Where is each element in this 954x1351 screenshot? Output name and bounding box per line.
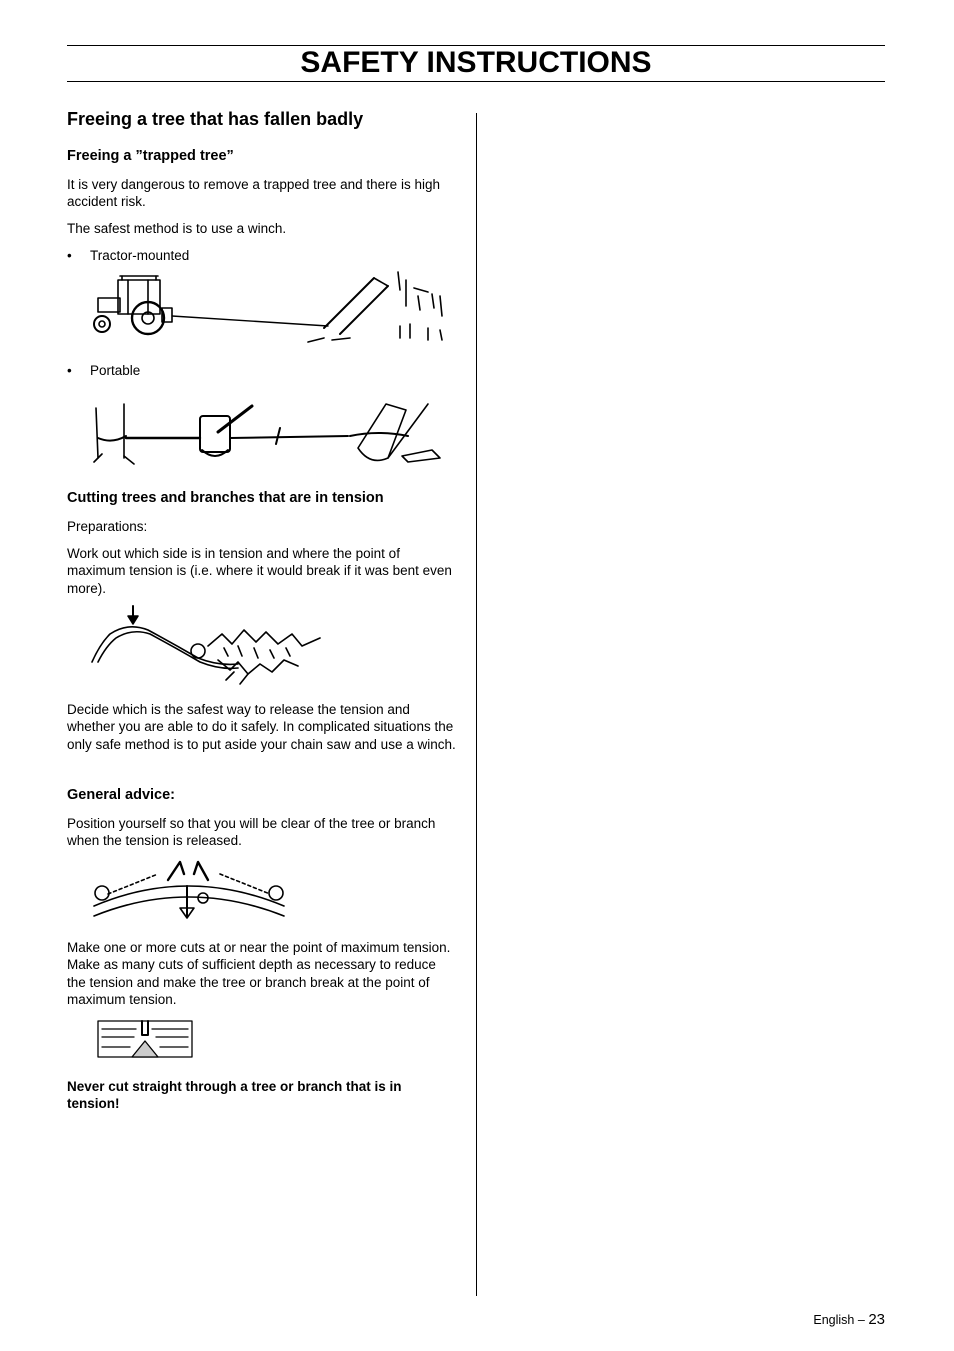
page-title: SAFETY INSTRUCTIONS xyxy=(300,46,652,79)
tension-paragraph-1: Preparations: xyxy=(67,519,148,534)
cut-depth-illustration xyxy=(96,1017,194,1061)
trapped-tree-paragraph-2: The safest method is to use a winch. xyxy=(67,221,287,236)
advice-paragraph-2: Make one or more cuts at or near the point of maximum tension. Make as many cuts of sufficient depth as necessary to reduce the tension and make the tree or branch break at the point of maximum tension. xyxy=(67,940,451,1007)
trapped-tree-heading: Freeing a ”trapped tree” xyxy=(67,148,234,164)
advice-paragraph-1: Position yourself so that you will be clear of the tree or branch when the tension is released. xyxy=(67,816,436,849)
warning-text: Never cut straight through a tree or branch that is in tension! xyxy=(67,1079,402,1112)
tension-point-illustration xyxy=(88,604,328,686)
bullet-portable-label: Portable xyxy=(90,363,141,378)
section-title: Freeing a tree that has fallen badly xyxy=(67,109,364,129)
page-number: 23 xyxy=(868,1311,885,1328)
portable-winch-illustration xyxy=(88,386,450,474)
column-divider xyxy=(476,113,477,1296)
footer-language: English xyxy=(813,1313,855,1327)
bullet-marker: • xyxy=(67,248,72,263)
tractor-winch-illustration xyxy=(88,268,450,348)
bullet-portable xyxy=(67,362,457,379)
tension-paragraph-3: Decide which is the safest way to release the tension and whether you are able to do it safely. In complicated situations the only safe method is to put aside your chain saw and use a winch. xyxy=(67,702,456,752)
header-rule-bottom xyxy=(67,81,885,82)
bullet-tractor-mounted xyxy=(67,247,457,264)
trapped-tree-paragraph-1: It is very dangerous to remove a trapped tree and there is high accident risk. xyxy=(67,177,440,210)
footer-separator: – xyxy=(857,1313,865,1327)
bullet-marker: • xyxy=(67,363,72,378)
clear-position-illustration xyxy=(88,856,292,926)
tension-paragraph-2: Work out which side is in tension and where the point of maximum tension is (i.e. where it would break if it was bent even more). xyxy=(67,546,452,596)
tension-heading: Cutting trees and branches that are in tension xyxy=(67,490,384,506)
page-footer xyxy=(813,1311,885,1329)
general-advice-heading: General advice: xyxy=(67,787,175,803)
bullet-tractor-label: Tractor-mounted xyxy=(90,248,190,263)
